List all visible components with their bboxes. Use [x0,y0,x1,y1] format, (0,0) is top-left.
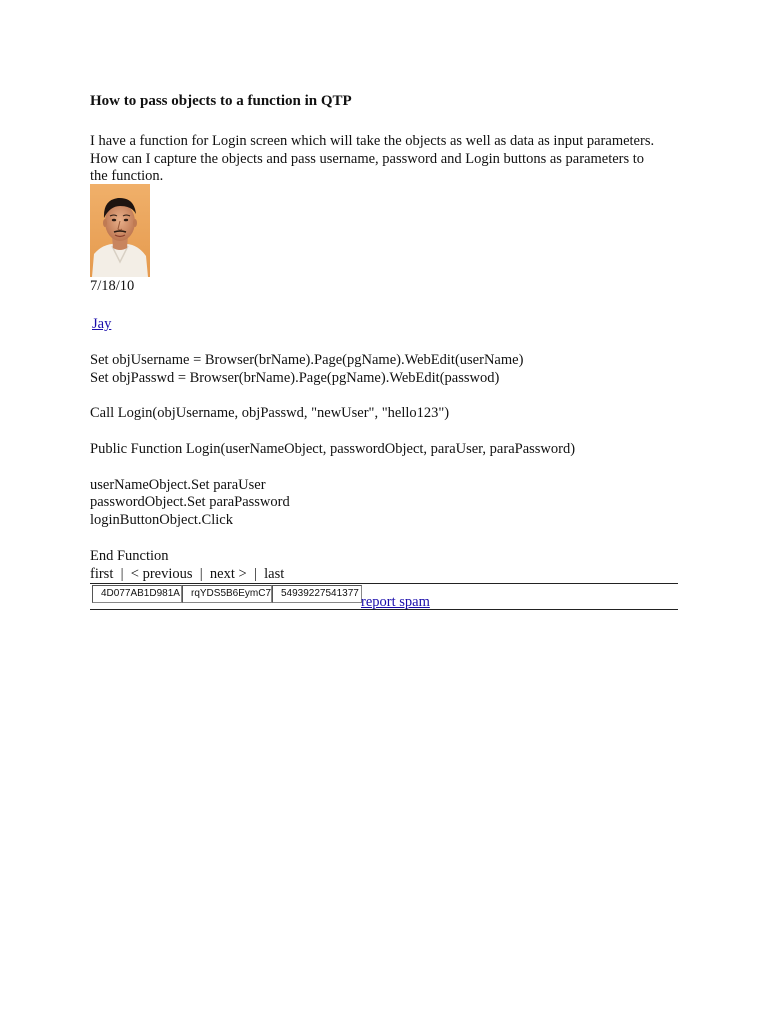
code-line [90,459,680,477]
code-line: Call Login(objUsername, objPasswd, "newUser", "hello123") [90,405,450,422]
form-field[interactable]: 4D077AB1D981A [92,585,182,603]
pager-last-link[interactable]: last [264,566,285,582]
pager-first-link[interactable]: first [90,566,114,582]
form-field[interactable]: 54939227541377 [272,585,362,603]
pager-separator: | [120,566,124,582]
user-photo-icon [90,184,150,277]
code-line: Set objUsername = Browser(brName).Page(pgName).WebEdit(userName) [90,352,524,368]
divider [90,609,678,610]
question-line: I have a function for Login screen which will take the objects as well as data as input parameters. [90,133,655,149]
answer-body [90,352,680,566]
pager-next-link[interactable]: next > [209,566,247,582]
code-line: Public Function Login(userNameObject, passwordObject, paraUser, paraPassword) [90,440,576,457]
post-date: 7/18/10 [90,278,135,294]
code-line [90,388,680,406]
form-field[interactable]: rqYDS5B6EymC7 [182,585,272,603]
code-line: End Function [90,547,169,564]
divider [90,583,678,584]
code-line: Set objPasswd = Browser(brName).Page(pgName).WebEdit(passwod) [90,369,500,386]
question-line: How can I capture the objects and pass username, password and Login buttons as parameters to [90,150,645,167]
code-line [90,530,680,548]
form-field-row [92,585,362,603]
post-title: How to pass objects to a function in QTP [90,93,352,109]
code-line: userNameObject.Set paraUser [90,476,266,493]
pagination [90,566,284,583]
question-line: the function. [90,168,164,184]
pager-separator: | [199,566,203,582]
code-line [90,423,680,441]
report-spam-link[interactable]: report spam [361,594,430,610]
author-link[interactable]: Jay [92,316,112,332]
pager-separator: | [253,566,257,582]
code-line: loginButtonObject.Click [90,512,233,529]
pager-previous-link[interactable]: < previous [130,566,193,582]
question-body [90,133,680,186]
code-line: passwordObject.Set paraPassword [90,494,290,511]
